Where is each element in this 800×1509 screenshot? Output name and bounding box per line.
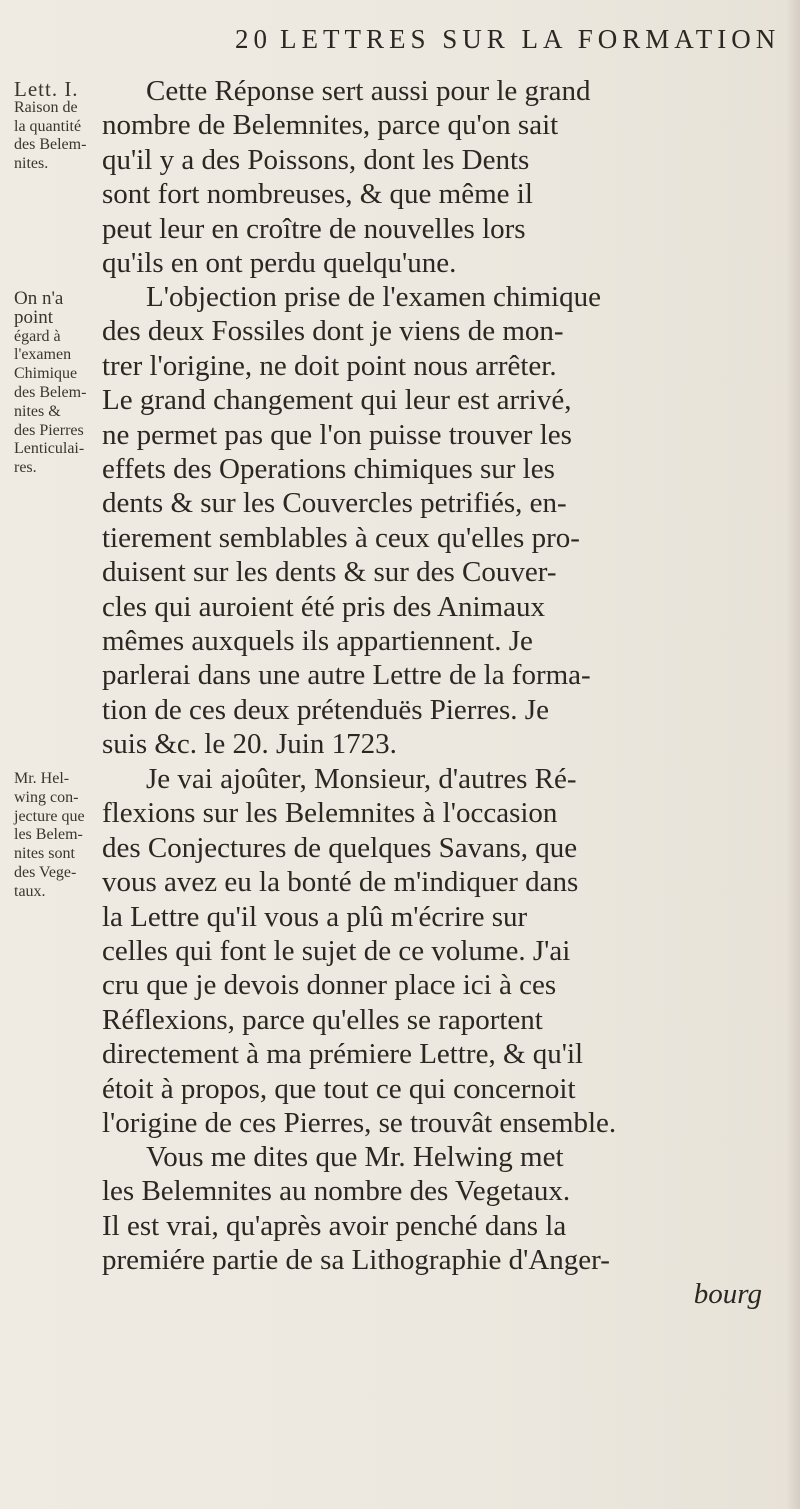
margin-note-line: la quantité <box>14 117 82 135</box>
text-line: peut leur en croître de nouvelles lors <box>102 212 526 245</box>
text-line: ne permet pas que l'on puisse trouver les <box>102 418 572 451</box>
paragraph-objection <box>102 280 792 761</box>
margin-note-line: des Belem- <box>14 136 87 154</box>
margin-note-line: Lenticulai- <box>14 440 85 458</box>
text-line: suis &c. le 20. Juin 1723. <box>102 728 397 761</box>
text-line: duisent sur les dents & sur des Couver- <box>102 556 557 589</box>
text-line: étoit à propos, que tout ce qui concernoit <box>102 1072 576 1105</box>
margin-note-line: Raison de <box>14 98 78 116</box>
text-line: Vous me dites que Mr. Helwing met <box>146 1141 564 1173</box>
paragraph-reflexions <box>102 762 792 1140</box>
margin-note-line: On n'a <box>14 288 64 309</box>
catchword: bourg <box>693 1277 762 1310</box>
text-line: tion de ces deux prétenduës Pierres. Je <box>102 693 549 726</box>
text-line: qu'il y a des Poissons, dont les Dents <box>102 143 530 176</box>
margin-note-line: nites & <box>14 402 61 420</box>
text-line: dents & sur les Couvercles petrifiés, en- <box>102 487 567 520</box>
text-line: qu'ils en ont perdu quelqu'une. <box>102 246 457 279</box>
text-line: les Belemnites au nombre des Vegetaux. <box>102 1175 571 1208</box>
text-line: mêmes auxquels ils appartiennent. Je <box>102 624 533 657</box>
text-line: celles qui font le sujet de ce volume. J'ai <box>102 934 571 967</box>
running-head <box>235 24 795 64</box>
margin-note-line: des Vege- <box>14 863 77 881</box>
text-line: cles qui auroient été pris des Animaux <box>102 590 545 623</box>
text-line: parlerai dans une autre Lettre de la forma- <box>102 659 591 692</box>
text-line: nombre de Belemnites, parce qu'on sait <box>102 109 559 142</box>
text-line: premiére partie de sa Lithographie d'Anger- <box>102 1244 610 1277</box>
margin-note-line: point <box>14 306 54 328</box>
paragraph-helwing <box>102 1140 792 1311</box>
margin-note-line: nites. <box>14 155 49 173</box>
text-line: la Lettre qu'il vous a plû m'écrire sur <box>102 900 528 933</box>
text-line: cru que je devois donner place ici à ces <box>102 969 557 1002</box>
margin-note-line: jecture que <box>14 807 85 825</box>
text-line: sont fort nombreuses, & que même il <box>102 178 533 211</box>
margin-note-line: taux. <box>14 882 46 900</box>
margin-note-line: égard à <box>14 327 61 345</box>
margin-note-line: Chimique <box>14 365 78 383</box>
margin-note-line: nites sont <box>14 845 75 863</box>
text-line: trer l'origine, ne doit point nous arrêter. <box>102 349 557 382</box>
text-line: L'objection prise de l'examen chimique <box>146 281 601 313</box>
margin-note-line: res. <box>14 459 37 477</box>
margin-note-quantity <box>14 77 100 174</box>
text-line: effets des Operations chimiques sur les <box>102 452 555 485</box>
text-line: flexions sur les Belemnites à l'occasion <box>102 797 558 830</box>
running-title: LETTRES SUR LA FORMATION <box>280 24 781 54</box>
page-number: 20 <box>235 24 272 54</box>
margin-note-line: les Belem- <box>14 826 83 844</box>
margin-note-line: Lett. I. <box>14 77 79 101</box>
margin-note-chemical-exam <box>14 290 100 478</box>
text-line: des Conjectures de quelques Savans, que <box>102 831 578 864</box>
text-line: Il est vrai, qu'après avoir penché dans la <box>102 1209 567 1242</box>
text-line: des deux Fossiles dont je viens de mon- <box>102 315 564 348</box>
margin-note-line: des Belem- <box>14 383 87 401</box>
text-line: Réflexions, parce qu'elles se raportent <box>102 1003 543 1036</box>
text-line: Je vai ajoûter, Monsieur, d'autres Ré- <box>146 763 577 795</box>
margin-note-line: des Pierres <box>14 421 84 439</box>
margin-note-line: l'examen <box>14 346 72 364</box>
text-line: tierement semblables à ceux qu'elles pro- <box>102 521 580 554</box>
margin-note-line: wing con- <box>14 788 79 806</box>
text-line: directement à ma prémiere Lettre, & qu'il <box>102 1038 584 1071</box>
paragraph-reponse <box>102 74 792 280</box>
text-line: Le grand changement qui leur est arrivé, <box>102 384 572 417</box>
text-line: Cette Réponse sert aussi pour le grand <box>146 75 591 107</box>
margin-note-helwing <box>14 770 100 902</box>
margin-note-line: Mr. Hel- <box>14 770 70 787</box>
text-line: vous avez eu la bonté de m'indiquer dans <box>102 866 579 899</box>
text-line: l'origine de ces Pierres, se trouvât ensemble. <box>102 1106 617 1139</box>
